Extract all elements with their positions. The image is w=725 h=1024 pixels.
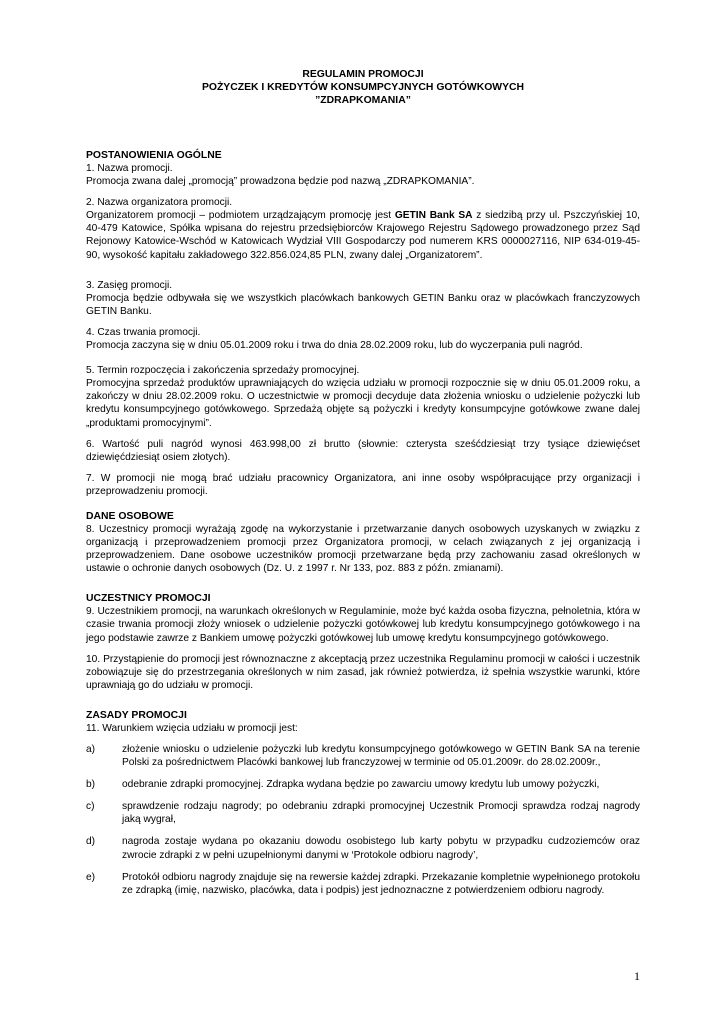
paragraph-4-text: Promocja zaczyna się w dniu 05.01.2009 roku i trwa do dnia 28.02.2009 roku, lub do wyczerpania puli nagród. (86, 340, 583, 352)
list-item-text: nagroda zostaje wydana po okazaniu dowodu osobistego lub karty pobytu w przypadku cudzoziemców oraz zwrocie zdrapki z w pełni uzupełnionymi danymi w ‘Protokole odbioru nagrody’, (122, 836, 640, 861)
title-line-2: POŻYCZEK I KREDYTÓW KONSUMPCYJNYCH GOTÓWKOWYCH (201, 82, 525, 93)
list-item-text: sprawdzenie rodzaju nagrody; po odebraniu zdrapki promocyjnej Uczestnik Promocji sprawdza rodzaj nagrody jaką wygrał, (122, 801, 640, 826)
list-item (86, 871, 640, 897)
paragraph-2-post: z siedzibą przy ul. Pszczyńskiej 10, 40-479 Katowice, Spółka wpisana do rejestru przedsiębiorców Krajowego Rejestru Sądowego prowadzonego przez Sąd Rejonowy Katowice-Wschód w Katowicach Wydział VIII Gospodarczy pod numerem KRS 0000027116, NIP 634-019-45-90, wysokość kapitału zakładowego 322.856.024,85 PLN, zwany dalej „Organizatorem”. (86, 210, 640, 261)
document-title (86, 68, 640, 107)
paragraph-2-pre: Organizatorem promocji – podmiotem urządzającym promocję jest (86, 210, 395, 222)
paragraph-2-text (86, 209, 640, 261)
section-heading-rules: ZASADY PROMOCJI (86, 709, 187, 721)
paragraph-9-text: 9. Uczestnikiem promocji, na warunkach określonych w Regulaminie, może być każda osoba fizyczna, pełnoletnia, która w czasie trwania promocji złoży wniosek o udzielenie pożyczki gotówkowej lub kredytu konsumpcyjnego gotówkowego i na jego podstawie zawrze z Bankiem umowę pożyczki gotówkowej lub umowę kredytu konsumpcyjnego gotówkowego. (86, 606, 640, 644)
organizer-name: GETIN Bank SA (394, 210, 473, 222)
list-item (86, 743, 640, 769)
paragraph-1-text: Promocja zwana dalej „promocją” prowadzona będzie pod nazwą „ZDRAPKOMANIA”. (86, 176, 475, 188)
paragraph-7-text: 7. W promocji nie mogą brać udziału pracownicy Organizatora, ani inne osoby współpracujące przy organizacji i przeprowadzeniu promocji. (86, 472, 640, 497)
paragraph-5-text: Promocyjna sprzedaż produktów uprawniających do wzięcia udziału w promocji rozpocznie się w dniu 05.01.2009 roku, a zakończy w dniu 28.02.2009 roku. O uczestnictwie w promocji decyduje data złożenia wniosku o udzielenie pożyczki lub kredytu konsumpcyjnego gotówkowego. Sprzedażą objęte są pożyczki i kredyty konsumpcyjne gotówkowe zwane dalej „produktami promocyjnymi”. (86, 378, 640, 429)
list-marker: c) (86, 801, 95, 813)
paragraph-2-label: 2. Nazwa organizatora promocji. (86, 197, 233, 209)
conditions-list (86, 743, 640, 897)
list-marker: d) (86, 836, 96, 848)
paragraph-8-text: 8. Uczestnicy promocji wyrażają zgodę na wykorzystanie i przetwarzanie danych osobowych uzyskanych w związku z organizacją i przeprowadzeniem promocji przez Organizatora promocji, w celach związanych z jej organizacją i przeprowadzeniem. Dane osobowe uczestników promocji przetwarzane będą przy zachowaniu zasad określonych w ustawie o ochronie danych osobowych (Dz. U. z 1997 r. Nr 133, poz. 883 z późn. zmianami). (86, 523, 640, 575)
paragraph-6-text: 6. Wartość puli nagród wynosi 463.998,00 zł brutto (słownie: czterysta sześćdziesiąt trzy tysiące dziewięćset dziewięćdziesiąt osiem złotych). (86, 438, 640, 463)
document-page (86, 68, 640, 906)
list-item-text: Protokół odbioru nagrody znajduje się na rewersie każdej zdrapki. Przekazanie kompletnie wypełnionego protokołu ze zdrapką (imię, nazwisko, placówka, data i podpis) jest jednoznaczne z potwierdzeniem odbioru nagrody. (122, 871, 640, 896)
list-item-text: złożenie wniosku o udzielenie pożyczki lub kredytu konsumpcyjnego gotówkowego w GETIN Bank SA na terenie Polski za pośrednictwem Placówki bankowej lub franczyzowej w terminie od 05.01.2009r. do 28.02.2009r., (122, 744, 640, 769)
title-line-3: ”ZDRAPKOMANIA” (315, 95, 411, 106)
list-marker: e) (86, 871, 96, 883)
paragraph-1-label: 1. Nazwa promocji. (86, 163, 173, 174)
paragraph-11-label: 11. Warunkiem wzięcia udziału w promocji jest: (86, 722, 298, 734)
paragraph-4-label: 4. Czas trwania promocji. (86, 326, 201, 338)
list-marker: b) (86, 779, 96, 791)
list-marker: a) (86, 744, 96, 755)
list-item (86, 800, 640, 826)
list-item-text: odebranie zdrapki promocyjnej. Zdrapka wydana będzie po zawarciu umowy kredytu lub umowy pożyczki, (122, 779, 600, 791)
paragraph-3-label: 3. Zasięg promocji. (86, 279, 173, 291)
section-heading-participants: UCZESTNICY PROMOCJI (86, 593, 211, 605)
list-item (86, 835, 640, 861)
title-line-1: REGULAMIN PROMOCJI (302, 69, 424, 80)
section-heading-general: POSTANOWIENIA OGÓLNE (86, 150, 222, 161)
page-number: 1 (634, 969, 640, 983)
section-heading-personal-data: DANE OSOBOWE (86, 510, 174, 522)
paragraph-3-text: Promocja będzie odbywała się we wszystkich placówkach bankowych GETIN Banku oraz w placówkach franczyzowych GETIN Banku. (86, 292, 640, 317)
paragraph-5-label: 5. Termin rozpoczęcia i zakończenia sprzedaży promocyjnej. (86, 365, 360, 377)
list-item (86, 778, 640, 791)
paragraph-10-text: 10. Przystąpienie do promocji jest równoznaczne z akceptacją przez uczestnika Regulaminu promocji w całości i uczestnik zobowiązuje się do przestrzegania określonych w nim zasad, jak również potwierdza, iż spełnia wszystkie warunki, które uprawniają go do udziału w promocji. (86, 653, 640, 691)
